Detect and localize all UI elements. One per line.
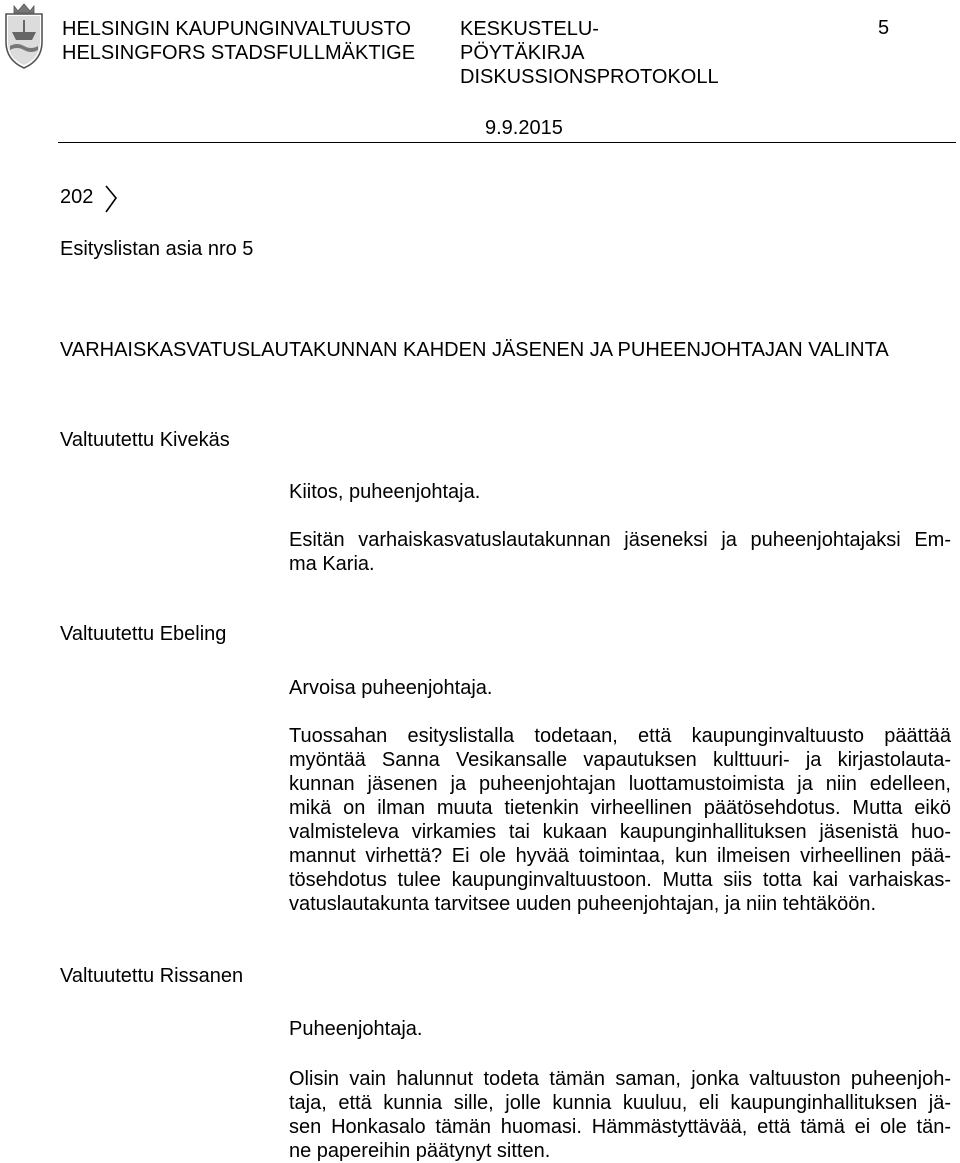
speech-line: valmisteleva virkamies tai kukaan kaupunginhallituksen jäsenistä huo- (289, 821, 951, 843)
page-number: 5 (878, 17, 890, 39)
item-title: VARHAISKASVATUSLAUTAKUNNAN KAHDEN JÄSENEN JA PUHEENJOHTAJAN VALINTA (60, 339, 889, 361)
speech-line: Esitän varhaiskasvatuslautakunnan jäseneksi ja puheenjohtajaksi Em- (289, 529, 951, 551)
speech-paragraph (289, 676, 951, 700)
speech-line: mikä on ilman muuta tietenkin virheellinen päätösehdotus. Mutta eikö (289, 797, 951, 819)
organization-name-sv: HELSINGFORS STADSFULLMÄKTIGE (62, 42, 416, 64)
speech-line: taja, että kunnia sille, jolle kunnia kuuluu, eli kaupunginhallituksen jä- (289, 1092, 951, 1114)
speaker-name: Valtuutettu Kivekäs (60, 429, 230, 451)
organization-name (62, 17, 415, 65)
speech-line: ma Karia. (289, 553, 375, 575)
speech-paragraph (289, 724, 951, 916)
speaker-name: Valtuutettu Rissanen (60, 965, 244, 987)
document-type (460, 17, 719, 89)
header-divider (58, 142, 956, 143)
speech-line: Kiitos, puheenjohtaja. (289, 481, 481, 503)
document-type-line: DISKUSSIONSPROTOKOLL (460, 66, 719, 88)
speech-line: mannut virhettä? Ei ole hyvää toimintaa, kun ilmeisen virheellinen pää- (289, 845, 951, 867)
speech-line: sen Honkasalo tämän huomasi. Hämmästyttävää, että tämä ei ole tän- (289, 1116, 951, 1138)
speech-line: myöntää Sanna Vesikansalle vapautuksen kulttuuri- ja kirjastolauta- (289, 749, 951, 771)
speech-line: Olisin vain halunnut todeta tämän saman, jonka valtuuston puheenjoh- (289, 1068, 951, 1090)
speech-paragraph (289, 1017, 951, 1041)
speech-line: kunnan jäsenen ja puheenjohtajan luottamustoimista ja niin edelleen, (289, 773, 951, 795)
speech-line: ne papereihin päätynyt sitten. (289, 1140, 551, 1162)
speech-line: Arvoisa puheenjohtaja. (289, 677, 493, 699)
item-number: 202 (60, 186, 94, 208)
speech-paragraph (289, 480, 951, 504)
document-type-line: PÖYTÄKIRJA (460, 42, 585, 64)
document-type-line: KESKUSTELU- (460, 18, 599, 40)
speech-line: tösehdotus tulee kaupunginvaltuustoon. Mutta siis totta kai varhaiskas- (289, 869, 951, 891)
helsinki-crest-logo (2, 2, 46, 70)
link-arrow-icon[interactable] (104, 184, 118, 214)
agenda-reference: Esityslistan asia nro 5 (60, 238, 254, 260)
organization-name-fi: HELSINGIN KAUPUNGINVALTUUSTO (62, 18, 411, 40)
speaker-name: Valtuutettu Ebeling (60, 623, 227, 645)
speech-paragraph (289, 1067, 951, 1163)
document-date: 9.9.2015 (485, 117, 563, 139)
speech-line: vatuslautakunta tarvitsee uuden puheenjohtajan, ja niin tehtäköön. (289, 893, 877, 915)
speech-line: Puheenjohtaja. (289, 1018, 423, 1040)
speech-paragraph (289, 528, 951, 576)
speech-line: Tuossahan esityslistalla todetaan, että kaupunginvaltuusto päättää (289, 725, 951, 747)
